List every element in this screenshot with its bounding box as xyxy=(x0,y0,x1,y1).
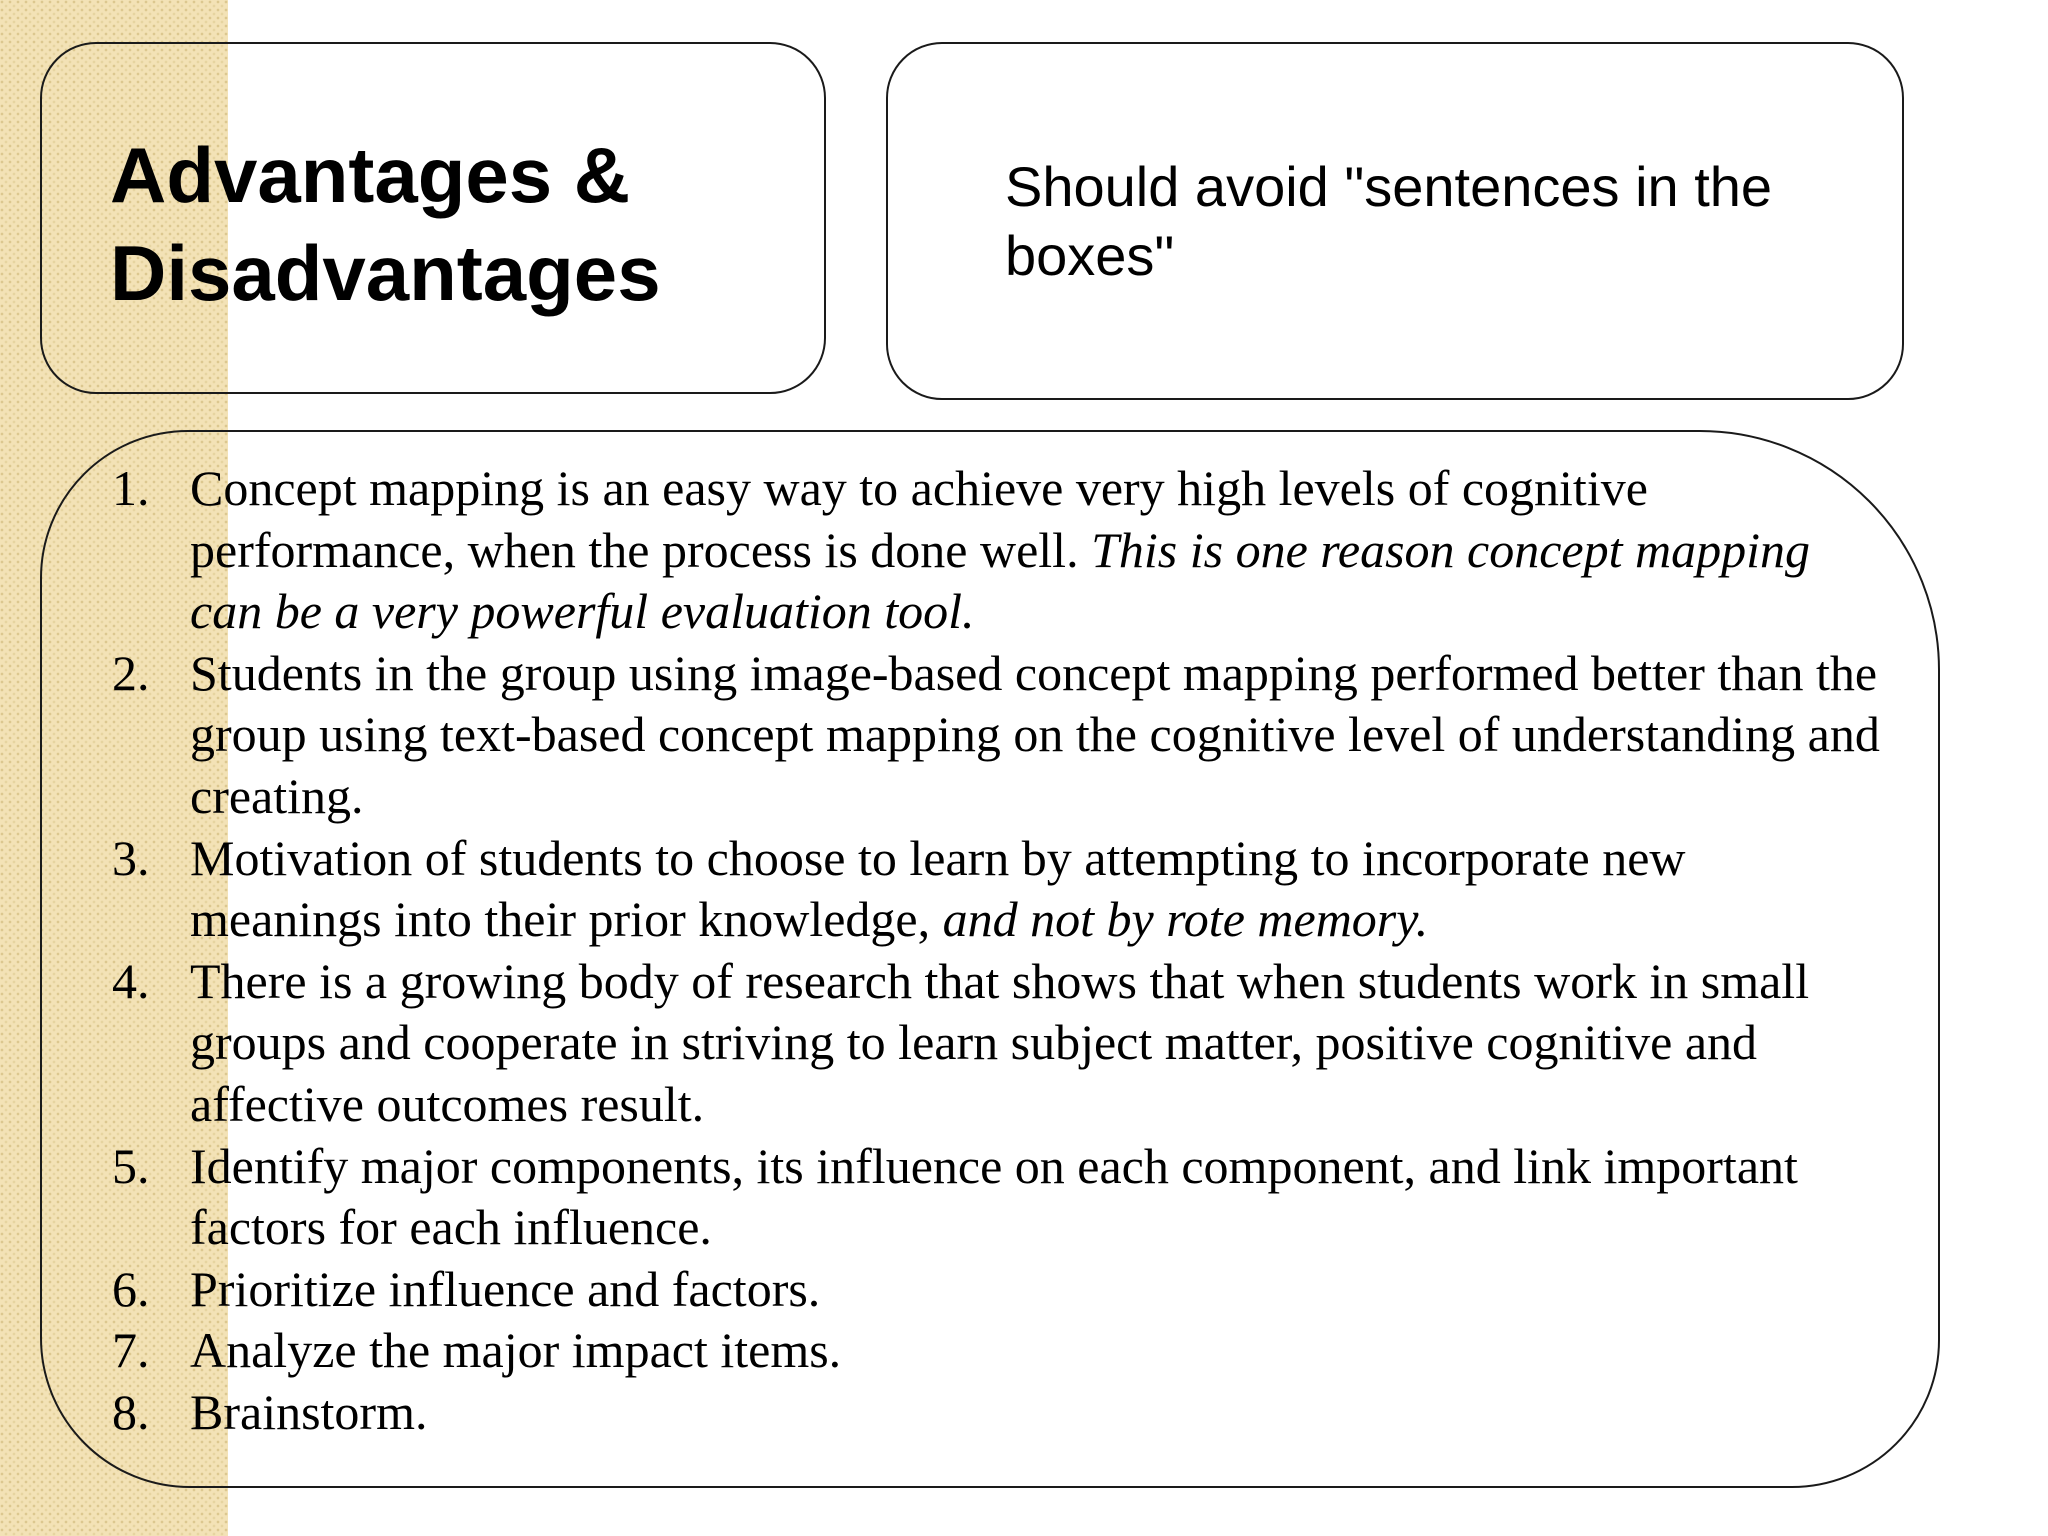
list-item-body: Concept mapping is an easy way to achieve very high levels of cognitive performance, when the process is done well. xyxy=(190,460,1648,578)
list-item-body: There is a growing body of research that shows that when students work in small groups and cooperate in striving to learn subject matter, positive cognitive and affective outcomes result. xyxy=(190,952,1810,1132)
list-item-body: Analyze the major impact items. xyxy=(190,1322,842,1379)
list-item xyxy=(104,951,1884,1136)
list-item-text xyxy=(190,643,1884,828)
list-item xyxy=(104,828,1884,951)
list-item xyxy=(104,643,1884,828)
slide-title-line-1: Advantages & xyxy=(110,131,631,219)
list-item-emphasis: This is one reason concept mapping can be a very powerful evaluation tool. xyxy=(190,521,1810,640)
list-item-body: Prioritize influence and factors. xyxy=(190,1260,821,1317)
note-text: Should avoid "sentences in the boxes" xyxy=(1005,155,1773,287)
list-item-number: 7. xyxy=(112,1322,150,1379)
list-item-body: Identify major components, its influence on each component, and link important factors for each influence. xyxy=(190,1137,1798,1256)
slide-title xyxy=(110,126,661,322)
list-item-number: 5. xyxy=(112,1137,150,1194)
list-item-number: 4. xyxy=(112,952,150,1009)
list-item xyxy=(104,1259,1884,1321)
list-item-number: 3. xyxy=(112,829,150,886)
list-item xyxy=(104,1136,1884,1259)
list-item-number: 1. xyxy=(112,460,150,516)
list-item-text xyxy=(190,1382,1884,1444)
list-item-text xyxy=(190,828,1884,951)
list-item-text xyxy=(190,1259,1884,1321)
list-item-number: 6. xyxy=(112,1260,150,1317)
list-item-text xyxy=(190,1136,1884,1259)
list-item-text xyxy=(190,951,1884,1136)
list-item-number: 8. xyxy=(112,1383,150,1440)
list-item-body: Students in the group using image-based concept mapping performed better than the group using text-based concept mapping on the cognitive level of understanding and creating. xyxy=(190,644,1880,824)
list-item xyxy=(104,1320,1884,1382)
points-list xyxy=(104,458,1884,1444)
list-item-text xyxy=(190,458,1884,643)
list-item xyxy=(104,458,1884,643)
list-item-emphasis: and not by rote memory. xyxy=(942,891,1429,948)
list-item-body: Brainstorm. xyxy=(190,1383,428,1440)
list-item-text xyxy=(190,1320,1884,1382)
list-item-body: Motivation of students to choose to learn by attempting to incorporate new meanings into their prior knowledge, xyxy=(190,829,1686,948)
slide-title-line-2: Disadvantages xyxy=(110,229,661,317)
list-item-number: 2. xyxy=(112,644,150,701)
list-item xyxy=(104,1382,1884,1444)
